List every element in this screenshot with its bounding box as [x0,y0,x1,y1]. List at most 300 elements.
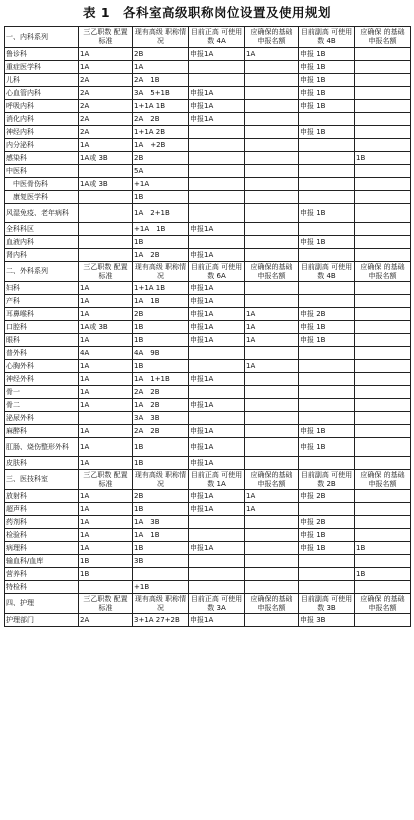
table-cell [189,178,245,191]
table-cell: 1A 2B [133,399,189,412]
table-row [5,555,411,568]
table-cell [355,438,411,457]
table-cell [299,113,355,126]
table-cell: 1A [79,295,133,308]
table-cell: 申报1A [189,321,245,334]
table-cell [189,126,245,139]
table-cell [189,412,245,425]
table-cell [79,223,133,236]
table-cell: 1A [79,529,133,542]
table-row [5,126,411,139]
table-cell: 1A 1B [133,529,189,542]
table-cell [79,236,133,249]
table-cell [245,457,299,470]
table-cell [355,529,411,542]
table-cell [245,152,299,165]
table-cell [299,282,355,295]
table-cell: 1B [133,542,189,555]
section-header-row [5,262,411,282]
table-row [5,334,411,347]
table-cell [299,152,355,165]
table-row [5,438,411,457]
department-name: 消化内科 [5,113,79,126]
column-header: 目前副高 可使用数 4B [299,262,355,282]
column-header: 应确保 的基础 申报名额 [355,594,411,614]
table-cell [299,399,355,412]
department-name: 病理科 [5,542,79,555]
table-cell: 申报1A [189,48,245,61]
column-header: 目前正高 可使用数 4A [189,27,245,48]
table-cell: 1+1A 1B [133,282,189,295]
table-cell [245,555,299,568]
table-cell: 1A [79,490,133,503]
table-cell [355,614,411,627]
table-cell: +1A 1B [133,223,189,236]
table-row [5,503,411,516]
table-cell: 2B [133,490,189,503]
table-cell [79,191,133,204]
table-cell [189,191,245,204]
table-cell: 1B [133,191,189,204]
table-cell [189,61,245,74]
table-cell: 3B [133,555,189,568]
column-header: 现有高级 职称情况 [133,594,189,614]
table-cell: 申报1A [189,113,245,126]
department-name: 泌尿外科 [5,412,79,425]
table-row [5,457,411,470]
table-cell [245,581,299,594]
table-cell [355,425,411,438]
table-cell: 申报 1B [299,425,355,438]
table-cell: +1A [133,178,189,191]
table-cell: 1A [79,399,133,412]
table-cell: 1B [355,568,411,581]
table-cell: 2A 1B [133,74,189,87]
table-cell [355,399,411,412]
table-cell: 1A [79,386,133,399]
department-name: 普外科 [5,347,79,360]
table-cell: 申报1A [189,457,245,470]
table-cell: 1A 2+1B [133,204,189,223]
table-cell [355,347,411,360]
table-cell [299,555,355,568]
table-cell [79,204,133,223]
table-cell [245,139,299,152]
department-name: 皮肤科 [5,457,79,470]
table-cell: 1A [245,334,299,347]
department-name: 神经外科 [5,373,79,386]
table-cell [189,581,245,594]
table-row [5,542,411,555]
table-cell: 1A [79,139,133,152]
table-row [5,48,411,61]
department-name: 检验科 [5,529,79,542]
table-cell [245,347,299,360]
department-name: 超声科 [5,503,79,516]
table-cell: 2A [79,126,133,139]
table-cell [355,503,411,516]
table-cell: 申报1A [189,308,245,321]
table-cell: 3A 3B [133,412,189,425]
table-cell: 1A [245,503,299,516]
table-cell [189,152,245,165]
table-cell: 申报1A [189,334,245,347]
table-cell: 申报 1B [299,74,355,87]
table-cell: 1A [245,48,299,61]
department-name: 呼吸内科 [5,100,79,113]
table-cell: 申报 1B [299,529,355,542]
table-cell: 1+1A 1B [133,100,189,113]
column-header: 应确保 的基础 申报名额 [355,470,411,490]
table-cell [299,178,355,191]
table-cell: 2B [133,152,189,165]
table-cell: 2A 2B [133,425,189,438]
table-cell: 1B [133,503,189,516]
table-title: 表 1 各科室高级职称岗位设置及使用规划 [82,5,332,20]
table-cell: 1B [79,568,133,581]
table-row [5,74,411,87]
table-cell: 申报 1B [299,87,355,100]
table-row [5,529,411,542]
department-name: 耳鼻喉科 [5,308,79,321]
table-cell: 2A [79,614,133,627]
table-cell: 申报 1B [299,61,355,74]
table-cell [189,236,245,249]
department-name: 儿科 [5,74,79,87]
table-cell: 2A [79,87,133,100]
table-row [5,282,411,295]
department-name: 输血科/血库 [5,555,79,568]
table-cell: 申报 2B [299,490,355,503]
table-cell: 申报 2B [299,308,355,321]
column-header: 目前正高 可使用数 1A [189,470,245,490]
table-cell [355,490,411,503]
table-row [5,399,411,412]
table-cell [245,236,299,249]
table-row [5,236,411,249]
department-name: 产科 [5,295,79,308]
table-cell [189,555,245,568]
table-cell [245,282,299,295]
table-cell: 1A [79,48,133,61]
column-header: 目前副高 可使用数 2B [299,470,355,490]
table-cell: 3+1A 27+2B [133,614,189,627]
table-cell: 申报 1B [299,48,355,61]
table-cell: 申报 1B [299,100,355,113]
department-name: 护理部门 [5,614,79,627]
table-cell [189,386,245,399]
table-cell [355,457,411,470]
table-cell [299,503,355,516]
table-cell: 申报1A [189,87,245,100]
department-name: 血液内科 [5,236,79,249]
section-title: 四、护理 [5,594,79,614]
department-name: 放射科 [5,490,79,503]
table-cell: 4A 9B [133,347,189,360]
table-row [5,204,411,223]
department-name: 全科科区 [5,223,79,236]
table-cell [245,100,299,113]
table-cell [355,165,411,178]
department-name: 内分泌科 [5,139,79,152]
table-cell [355,555,411,568]
table-cell: 2A 2B [133,113,189,126]
table-row [5,178,411,191]
department-name: 康复医学科 [5,191,79,204]
table-cell: 申报 1B [299,126,355,139]
table-cell: 申报 1B [299,438,355,457]
table-cell [299,581,355,594]
table-cell: 1A [245,490,299,503]
table-cell [245,438,299,457]
table-cell: 申报1A [189,490,245,503]
department-name: 鲁诊科 [5,48,79,61]
column-header: 目前正高 可使用数 6A [189,262,245,282]
table-cell: 3A 5+1B [133,87,189,100]
table-cell [189,139,245,152]
table-cell [245,614,299,627]
table-cell [79,249,133,262]
table-cell [189,516,245,529]
table-cell [79,581,133,594]
table-cell [245,295,299,308]
table-cell: 1A 1B [133,295,189,308]
table-cell: 1A [79,308,133,321]
table-row [5,295,411,308]
table-cell: 1A [79,542,133,555]
table-cell: 5A [133,165,189,178]
table-cell [355,295,411,308]
table-cell: 申报1A [189,373,245,386]
department-name: 神经内科 [5,126,79,139]
table-cell [189,204,245,223]
table-cell: 申报 1B [299,321,355,334]
table-cell [189,529,245,542]
department-name: 妇科 [5,282,79,295]
table-cell: 1B [133,321,189,334]
table-cell: 1A [79,360,133,373]
table-cell [299,457,355,470]
table-cell [245,204,299,223]
table-cell [245,568,299,581]
column-header: 三乙职数 配置标准 [79,27,133,48]
column-header: 目前副高 可使用数 4B [299,27,355,48]
table-row [5,373,411,386]
table-cell [355,308,411,321]
table-cell [245,87,299,100]
column-header: 应确保的基础 申报名额 [245,27,299,48]
table-cell [245,165,299,178]
column-header: 目前正高 可使用数 3A [189,594,245,614]
table-cell: 申报 1B [299,334,355,347]
table-cell: 1B [133,334,189,347]
table-cell [245,223,299,236]
table-cell [189,360,245,373]
table-row [5,87,411,100]
table-row [5,425,411,438]
column-header: 现有高级 职称情况 [133,262,189,282]
table-cell: 申报1A [189,100,245,113]
table-cell [245,399,299,412]
table-row [5,568,411,581]
table-cell [245,113,299,126]
table-cell: 1A [79,503,133,516]
table-cell: 申报 1B [299,236,355,249]
column-header: 三乙职数 配置标准 [79,470,133,490]
table-cell: 2B [133,308,189,321]
table-row [5,152,411,165]
department-name: 骨二 [5,399,79,412]
department-name: 药剂科 [5,516,79,529]
table-cell [355,178,411,191]
table-cell: 2A [79,113,133,126]
table-cell [245,191,299,204]
table-cell: 1A [133,61,189,74]
table-row [5,516,411,529]
table-cell [189,74,245,87]
table-cell: 1A或 3B [79,152,133,165]
table-cell: 1A [79,61,133,74]
table-cell [355,113,411,126]
table-cell: 申报1A [189,438,245,457]
column-header: 应确保的基础 申报名额 [245,594,299,614]
table-cell [299,191,355,204]
column-header: 目前副高 可使用数 3B [299,594,355,614]
department-name: 肛肠、烧伤整形外科 [5,438,79,457]
table-cell [299,347,355,360]
department-name: 口腔科 [5,321,79,334]
table-cell: 申报1A [189,399,245,412]
table-cell: 1B [133,457,189,470]
column-header: 现有高级 职称情况 [133,470,189,490]
table-cell: 申报1A [189,249,245,262]
table-cell [355,236,411,249]
table-row [5,490,411,503]
section-title: 三、医技科室 [5,470,79,490]
table-cell: 2A 2B [133,386,189,399]
table-cell [245,425,299,438]
table-row [5,223,411,236]
table-cell [79,165,133,178]
department-name: 营养科 [5,568,79,581]
table-row [5,139,411,152]
table-cell: 1A [79,373,133,386]
column-header: 应确保的基础 申报名额 [245,262,299,282]
department-name: 中医科 [5,165,79,178]
table-cell [189,347,245,360]
table-cell [355,373,411,386]
table-cell [245,178,299,191]
table-cell [299,373,355,386]
department-name: 风湿免疫、老年病科 [5,204,79,223]
table-cell: 申报1A [189,282,245,295]
section-header-row [5,594,411,614]
table-cell [299,295,355,308]
table-row [5,308,411,321]
table-cell [355,126,411,139]
department-name: 眼科 [5,334,79,347]
table-row [5,113,411,126]
table-cell [355,249,411,262]
table-cell [299,165,355,178]
table-cell: 申报1A [189,614,245,627]
table-cell [355,516,411,529]
table-cell [299,568,355,581]
table-cell [245,386,299,399]
table-cell [299,223,355,236]
table-cell: 2A [79,74,133,87]
table-row [5,347,411,360]
table-cell: 1A 2B [133,249,189,262]
table-cell: 1+1A 2B [133,126,189,139]
table-cell [355,61,411,74]
post-planning-table [4,26,411,627]
table-cell [355,360,411,373]
table-cell: 1A [79,516,133,529]
table-row [5,100,411,113]
table-cell [189,165,245,178]
department-name: 骨一 [5,386,79,399]
table-cell: 1A [79,438,133,457]
table-cell [355,223,411,236]
table-cell: 1A +2B [133,139,189,152]
table-cell [355,282,411,295]
table-cell [245,249,299,262]
table-row [5,360,411,373]
column-header: 三乙职数 配置标准 [79,262,133,282]
table-cell [133,568,189,581]
table-cell: 2A [79,100,133,113]
table-cell [245,373,299,386]
table-cell: 1A [79,282,133,295]
table-cell [299,360,355,373]
table-cell: 1A或 3B [79,321,133,334]
table-cell: 申报1A [189,503,245,516]
table-cell: 申报 1B [299,204,355,223]
section-header-row [5,27,411,48]
column-header: 三乙职数 配置标准 [79,594,133,614]
table-cell: 1A [79,425,133,438]
department-name: 中医骨伤科 [5,178,79,191]
table-cell: 1B [133,438,189,457]
department-name: 肾内科 [5,249,79,262]
table-cell: 1A 1+1B [133,373,189,386]
table-cell: 1A [79,457,133,470]
table-cell [299,412,355,425]
table-cell [245,74,299,87]
table-cell: 1A [245,308,299,321]
table-cell: 1B [133,360,189,373]
table-cell: 申报 1B [299,542,355,555]
table-cell: 申报 2B [299,516,355,529]
table-cell [355,412,411,425]
table-cell [245,529,299,542]
table-cell [245,61,299,74]
table-cell: 1B [355,152,411,165]
table-cell: 1B [355,542,411,555]
table-row [5,165,411,178]
table-row [5,321,411,334]
department-name: 感染科 [5,152,79,165]
department-name: 心胸外科 [5,360,79,373]
table-row [5,191,411,204]
table-body [5,27,411,627]
table-cell [355,74,411,87]
table-cell [355,48,411,61]
table-cell [355,87,411,100]
table-row [5,412,411,425]
section-title: 一、内科系列 [5,27,79,48]
